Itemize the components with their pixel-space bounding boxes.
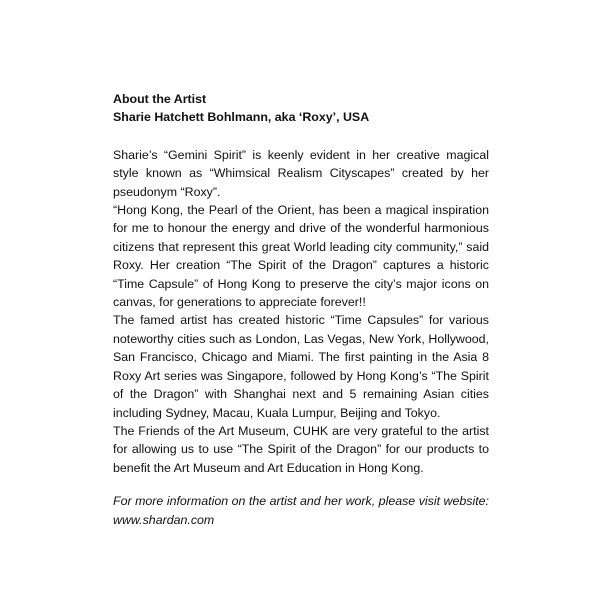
section-title: About the Artist: [113, 92, 207, 106]
spacer: [113, 127, 489, 146]
paragraph-gemini-spirit: Sharie’s “Gemini Spirit” is keenly evident in her creative magical style known as “Whimsical Realism Cityscapes” created by her pseudonym “Roxy”.: [113, 147, 489, 199]
spacer: [113, 477, 489, 492]
paragraph-quote: “Hong Kong, the Pearl of the Orient, has been a magical inspiration for me to honour the energy and drive of the wonderful harmonious citizens that represent this great World leading city community,” said Roxy. Her creation “The Spirit of the Dragon” captures a historic “Time Capsule” of Hong Kong to preserve the city’s major icons on canvas, for generations to appreciate forever!!: [113, 203, 489, 310]
paragraph-acknowledgement: The Friends of the Art Museum, CUHK are very grateful to the artist for allowing us to use “The Spirit of the Dragon” for our products to benefit the Art Museum and Art Education in Hong Kong.: [113, 423, 489, 475]
paragraph-time-capsules: The famed artist has created historic “Time Capsules” for various noteworthy cities such as London, Las Vegas, New York, Hollywood, San Francisco, Chicago and Miami. The first painting in the Asia 8 Roxy Art series was Singapore, followed by Hong Kong’s “The Spirit of the Dragon” with Shanghai next and 5 remaining Asian cities including Sydney, Macau, Kuala Lumpur, Beijing and Tokyo.: [113, 313, 489, 420]
website-note: For more information on the artist and her work, please visit website: www.shardan.com: [113, 494, 489, 527]
artist-name: Sharie Hatchett Bohlmann, aka ‘Roxy’, USA: [113, 110, 370, 125]
article: [113, 90, 489, 529]
